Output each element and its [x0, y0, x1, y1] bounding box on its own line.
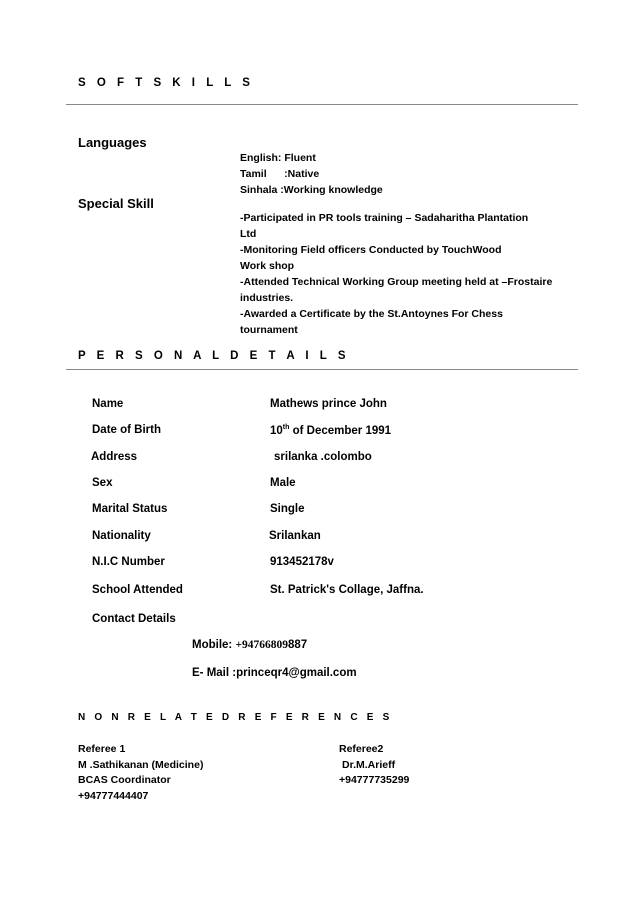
- special-line: -Awarded a Certificate by the St.Antoynes For Chess: [240, 308, 503, 320]
- referee-2-phone: +94777735299: [339, 774, 410, 786]
- referee-2-title: Referee2: [339, 743, 384, 755]
- referee-1: [78, 742, 203, 804]
- special-line: -Attended Technical Working Group meeting held at –Frostaire: [240, 276, 553, 288]
- dob-day: 10: [270, 424, 283, 437]
- nationality-label: Nationality: [92, 530, 151, 542]
- mobile-label: Mobile:: [192, 639, 236, 651]
- dob-value: [270, 424, 391, 437]
- marital-value: Single: [270, 503, 305, 515]
- school-label: School Attended: [92, 584, 183, 596]
- marital-label: Marital Status: [92, 503, 168, 515]
- nic-value: 913452178v: [270, 556, 334, 568]
- references-heading: N O N R E L A T E D R E F E R E N C E S: [78, 712, 393, 723]
- personal-details-divider: [66, 369, 578, 370]
- special-line: -Participated in PR tools training – Sadaharitha Plantation: [240, 212, 529, 224]
- referee-2-name: Dr.M.Arieff: [342, 758, 396, 771]
- referee-1-name: M .Sathikanan (Medicine): [78, 758, 204, 771]
- soft-skills-divider: [66, 104, 578, 105]
- languages-list: [240, 150, 383, 198]
- dob-suffix: th: [282, 424, 290, 431]
- referee-1-phone: +94777444407: [78, 789, 149, 802]
- referee-1-role: BCAS Coordinator: [78, 774, 171, 786]
- special-line: -Monitoring Field officers Conducted by TouchWood: [240, 244, 502, 256]
- special-line: Work shop: [240, 260, 295, 272]
- special-line: Ltd: [240, 228, 257, 240]
- special-skill-list: [240, 210, 552, 338]
- name-label: Name: [92, 398, 124, 410]
- sex-label: Sex: [92, 477, 113, 489]
- dob-label: Date of Birth: [92, 424, 161, 436]
- nic-label: N.I.C Number: [92, 556, 165, 568]
- school-value: St. Patrick's Collage, Jaffna.: [270, 584, 424, 596]
- referee-2: [339, 742, 409, 789]
- mobile-number-part1: +94766809: [235, 639, 289, 651]
- address-value: srilanka .colombo: [274, 451, 372, 463]
- languages-label: Languages: [78, 135, 147, 150]
- contact-label: Contact Details: [92, 613, 176, 625]
- language-sinhala: Sinhala :Working knowledge: [240, 184, 383, 196]
- special-line: tournament: [240, 324, 298, 336]
- mobile-number-part2: 887: [288, 639, 308, 651]
- nationality-value: Srilankan: [269, 530, 321, 542]
- language-tamil: Tamil :Native: [240, 168, 320, 180]
- special-skill-label: Special Skill: [78, 196, 154, 211]
- address-label: Address: [91, 451, 138, 463]
- email-line: E- Mail :princeqr4@gmail.com: [192, 667, 357, 679]
- sex-value: Male: [270, 477, 296, 489]
- name-value: Mathews prince John: [270, 398, 387, 410]
- mobile-line: [192, 639, 307, 651]
- special-line: industries.: [240, 292, 294, 304]
- soft-skills-heading: S O F T S K I L L S: [78, 77, 254, 89]
- language-english: English: Fluent: [240, 152, 316, 164]
- personal-details-heading: P E R S O N A L D E T A I L S: [78, 350, 350, 362]
- dob-rest: of December 1991: [289, 424, 392, 437]
- referee-1-title: Referee 1: [78, 743, 126, 755]
